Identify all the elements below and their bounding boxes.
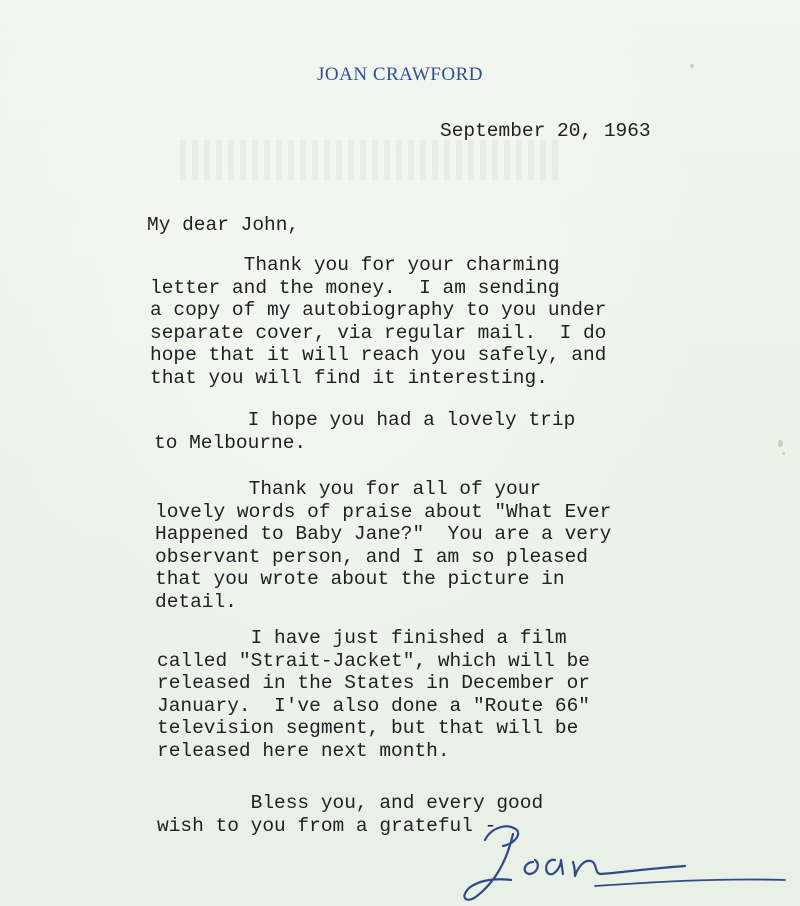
text-line: released in the States in December or bbox=[157, 672, 590, 694]
letter-date: September 20, 1963 bbox=[440, 120, 651, 142]
salutation: My dear John, bbox=[147, 214, 300, 236]
paragraph-melbourne bbox=[154, 409, 575, 454]
text-line: wish to you from a grateful - bbox=[157, 814, 497, 837]
text-line: Thank you for all of your bbox=[155, 478, 542, 500]
paper-speck bbox=[778, 440, 783, 447]
text-line: television segment, but that will be bbox=[157, 717, 579, 739]
handwritten-signature bbox=[455, 800, 795, 906]
letterhead: JOAN CRAWFORD bbox=[317, 64, 483, 85]
text-line: separate cover, via regular mail. I do bbox=[150, 321, 607, 344]
text-line: I have just finished a film bbox=[157, 627, 567, 649]
text-line: that you will find it interesting. bbox=[150, 366, 548, 389]
bleed-through-shadow bbox=[180, 140, 560, 180]
text-line: released here next month. bbox=[157, 739, 450, 762]
text-line: lovely words of praise about "What Ever bbox=[155, 500, 612, 523]
paragraph-strait-jacket bbox=[157, 627, 590, 762]
paper-speck bbox=[782, 452, 785, 455]
paragraph-baby-jane bbox=[155, 478, 611, 613]
text-line: Bless you, and every good bbox=[157, 792, 544, 814]
text-line: Thank you for your charming bbox=[150, 254, 560, 276]
text-line: a copy of my autobiography to you under bbox=[150, 299, 607, 321]
text-line: January. I've also done a "Route 66" bbox=[157, 694, 590, 717]
text-line: Happened to Baby Jane?" You are a very bbox=[155, 523, 612, 545]
text-line: I hope you had a lovely trip bbox=[154, 409, 576, 431]
text-line: detail. bbox=[155, 590, 237, 613]
text-line: called "Strait-Jacket", which will be bbox=[157, 649, 590, 672]
text-line: that you wrote about the picture in bbox=[155, 568, 565, 590]
text-line: to Melbourne. bbox=[154, 431, 307, 454]
text-line: hope that it will reach you safely, and bbox=[150, 344, 607, 366]
paragraph-thanks bbox=[150, 254, 606, 389]
text-line: letter and the money. I am sending bbox=[150, 276, 560, 299]
text-line: observant person, and I am so pleased bbox=[155, 545, 588, 568]
